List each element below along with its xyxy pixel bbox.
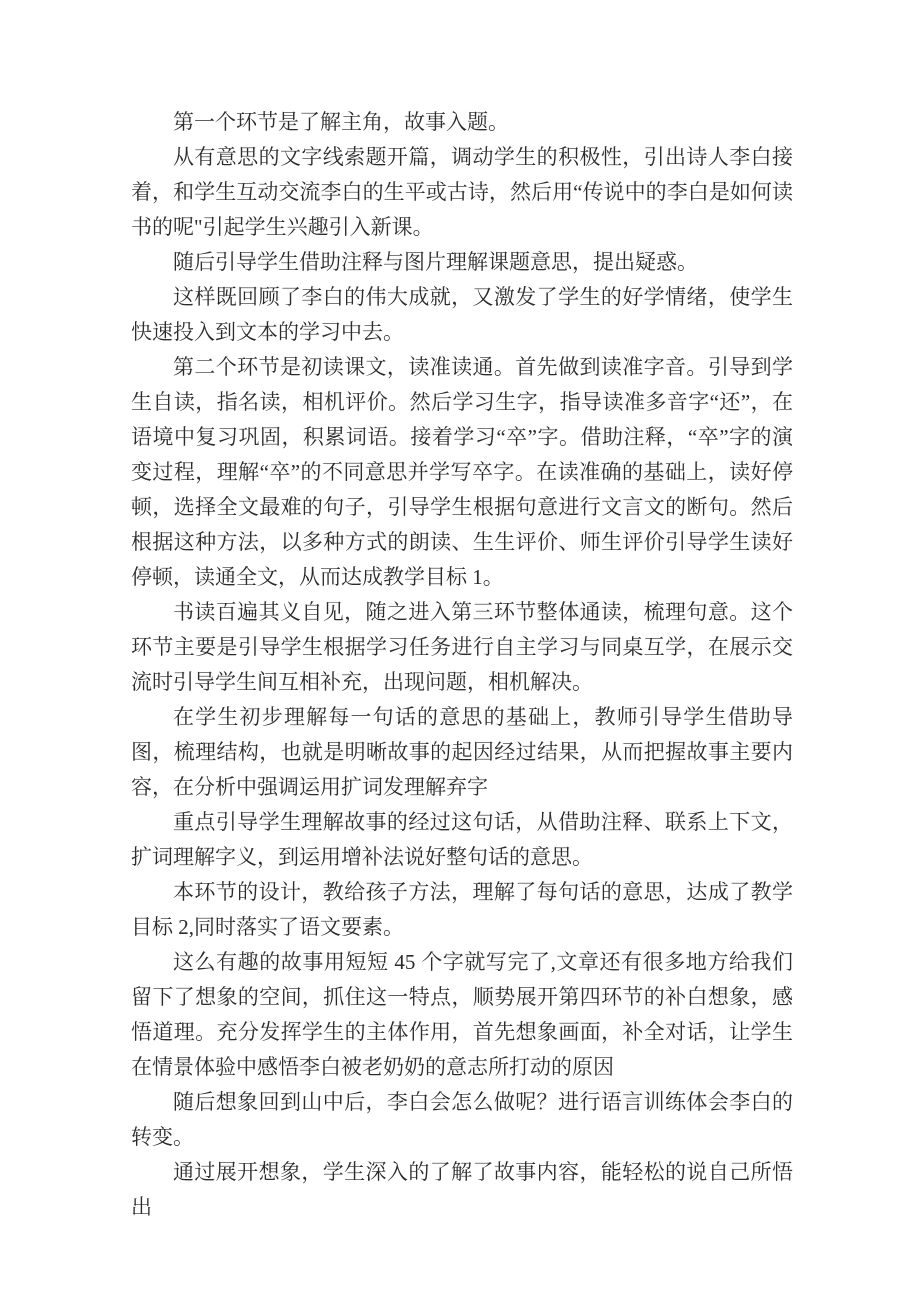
paragraph-11: 随后想象回到山中后，李白会怎么做呢？进行语言训练体会李白的转变。 (131, 1090, 793, 1149)
paragraph-8: 重点引导学生理解故事的经过这句话，从借助注释、联系上下文，扩词理解字义，到运用增补法说好整句话的意思。 (131, 810, 793, 869)
paragraph-10: 这么有趣的故事用短短 45 个字就写完了,文章还有很多地方给我们留下了想象的空间，抓住这一特点，顺势展开第四环节的补白想象，感悟道理。充分发挥学生的主体作用，首先想象画面，补全对话，让学生在情景体验中感悟李白被老奶奶的意志所打动的原因 (131, 950, 793, 1079)
paragraph-12: 通过展开想象，学生深入的了解了故事内容，能轻松的说自己所悟出 (131, 1160, 793, 1219)
paragraph-9: 本环节的设计，教给孩子方法，理解了每句话的意思，达成了教学目标 2,同时落实了语文要素。 (131, 880, 793, 939)
document-text-block (131, 105, 793, 1225)
paragraph-5: 第二个环节是初读课文，读准读通。首先做到读准字音。引导到学生自读，指名读，相机评价。然后学习生字，指导读准多音字“还”，在语境中复习巩固，积累词语。接着学习“卒”字。借助注释，“卒”字的演变过程，理解“卒”的不同意思并学写卒字。在读准确的基础上，读好停顿，选择全文最难的句子，引导学生根据句意进行文言文的断句。然后根据这种方法，以多种方式的朗读、生生评价、师生评价引导学生读好停顿，读通全文，从而达成教学目标 1。 (131, 355, 793, 589)
paragraph-3: 随后引导学生借助注释与图片理解课题意思，提出疑惑。 (173, 250, 698, 274)
paragraph-2: 从有意思的文字线索题开篇，调动学生的积极性，引出诗人李白接着，和学生互动交流李白的生平或古诗，然后用“传说中的李白是如何读书的呢"引起学生兴趣引入新课。 (131, 145, 793, 239)
paragraph-7: 在学生初步理解每一句话的意思的基础上，教师引导学生借助导图，梳理结构，也就是明晰故事的起因经过结果，从而把握故事主要内容，在分析中强调运用扩词发理解弃字 (131, 705, 793, 799)
paragraph-6: 书读百遍其义自见，随之进入第三环节整体通读，梳理句意。这个环节主要是引导学生根据学习任务进行自主学习与同桌互学，在展示交流时引导学生间互相补充，出现问题，相机解决。 (131, 600, 793, 694)
paragraph-4: 这样既回顾了李白的伟大成就，又激发了学生的好学情绪，使学生快速投入到文本的学习中去。 (131, 285, 793, 344)
paragraph-1: 第一个环节是了解主角，故事入题。 (173, 110, 509, 134)
